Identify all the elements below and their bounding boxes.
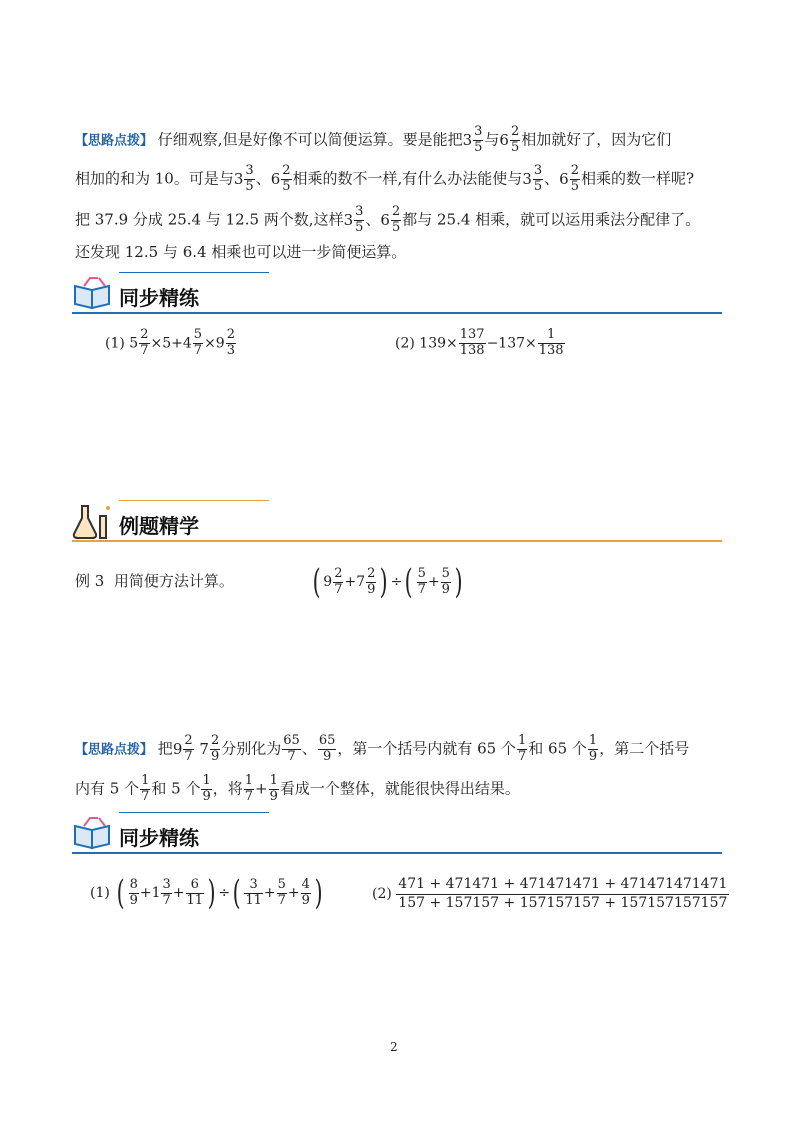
example3-heading: 例 3 用简便方法计算。 [75, 572, 234, 590]
hint2-line2: 内有 5 个 $\frac{1}{7}$ 和 5 个 $\frac{1}{9}$ ，将 $\frac{1}{7}$ + $\frac{1}{9}$ 看成一个整体，就能很快得出结果。 [75, 773, 520, 804]
practice1-item1: (1) 5 $\frac{2}{7}$ ×5+4 $\frac{5}{7}$ ×9 $\frac{2}{3}$ [105, 327, 235, 358]
hint-tag: 【思路点拨】 [75, 133, 154, 149]
practice2-item1: (1) ( $\frac{8}{9}$ +1 $\frac{3}{7}$ + $\frac{6}{11}$ ) ÷( $\frac{3}{11}$ + $\frac{5}{7}$ + $\frac{4}{9}$ ) [90, 873, 323, 913]
flask-icon [72, 502, 114, 540]
hint1-line4: 还发现 12.5 与 6.4 相乘也可以进一步简便运算。 [75, 243, 407, 261]
section-header-practice-2 [72, 812, 722, 854]
practice2-item2: (2) $\frac{471 + 471471 + 471471471 + 471471471471}{157 + 157157 + 157157157 + 157157157157}$ [372, 876, 728, 911]
hint1-line1: 【思路点拨】 仔细观察,但是好像不可以简便运算。要是能把3 $\frac{3}{5}$ 与6 $\frac{2}{5}$ 相加就好了，因为它们 [75, 124, 672, 155]
book-icon [72, 814, 114, 852]
section-title: 同步精练 [119, 826, 199, 850]
hint1-line2: 相加的和为 10。可是与3 $\frac{3}{5}$ 、6 $\frac{2}{5}$ 相乘的数不一样,有什么办法能使与3 $\frac{3}{5}$ 、6 $\frac{2}{5}$ 相乘的数一样呢? [75, 163, 695, 194]
page-number: 2 [390, 1040, 398, 1054]
practice1-item2: (2) 139× $\frac{137}{138}$ −137× $\frac{1}{138}$ [395, 327, 564, 358]
section-header-examples [72, 500, 722, 542]
section-title: 同步精练 [119, 286, 199, 310]
example3-expression: ( 9 $\frac{2}{7}$ +7 $\frac{2}{9}$ ) ÷( $\frac{5}{7}$ + $\frac{5}{9}$ ) [312, 562, 463, 602]
section-header-practice-1 [72, 272, 722, 314]
book-icon [72, 274, 114, 312]
hint1-line3: 把 37.9 分成 25.4 与 12.5 两个数,这样3 $\frac{3}{5}$ 、6 $\frac{2}{5}$ 都与 25.4 相乘，就可以运用乘法分配律了。 [75, 204, 701, 235]
hint2-line1: 【思路点拨】 把9 $\frac{2}{7}$ 7 $\frac{2}{9}$ 分别化为 $\frac{65}{7}$ 、 $\frac{65}{9}$ ，第一个括号内就有 65 个 $\frac{1}{7}$ 和 65 个 $\frac{1}{9}$ ，第二个括号 [75, 733, 690, 764]
section-title: 例题精学 [119, 514, 199, 538]
